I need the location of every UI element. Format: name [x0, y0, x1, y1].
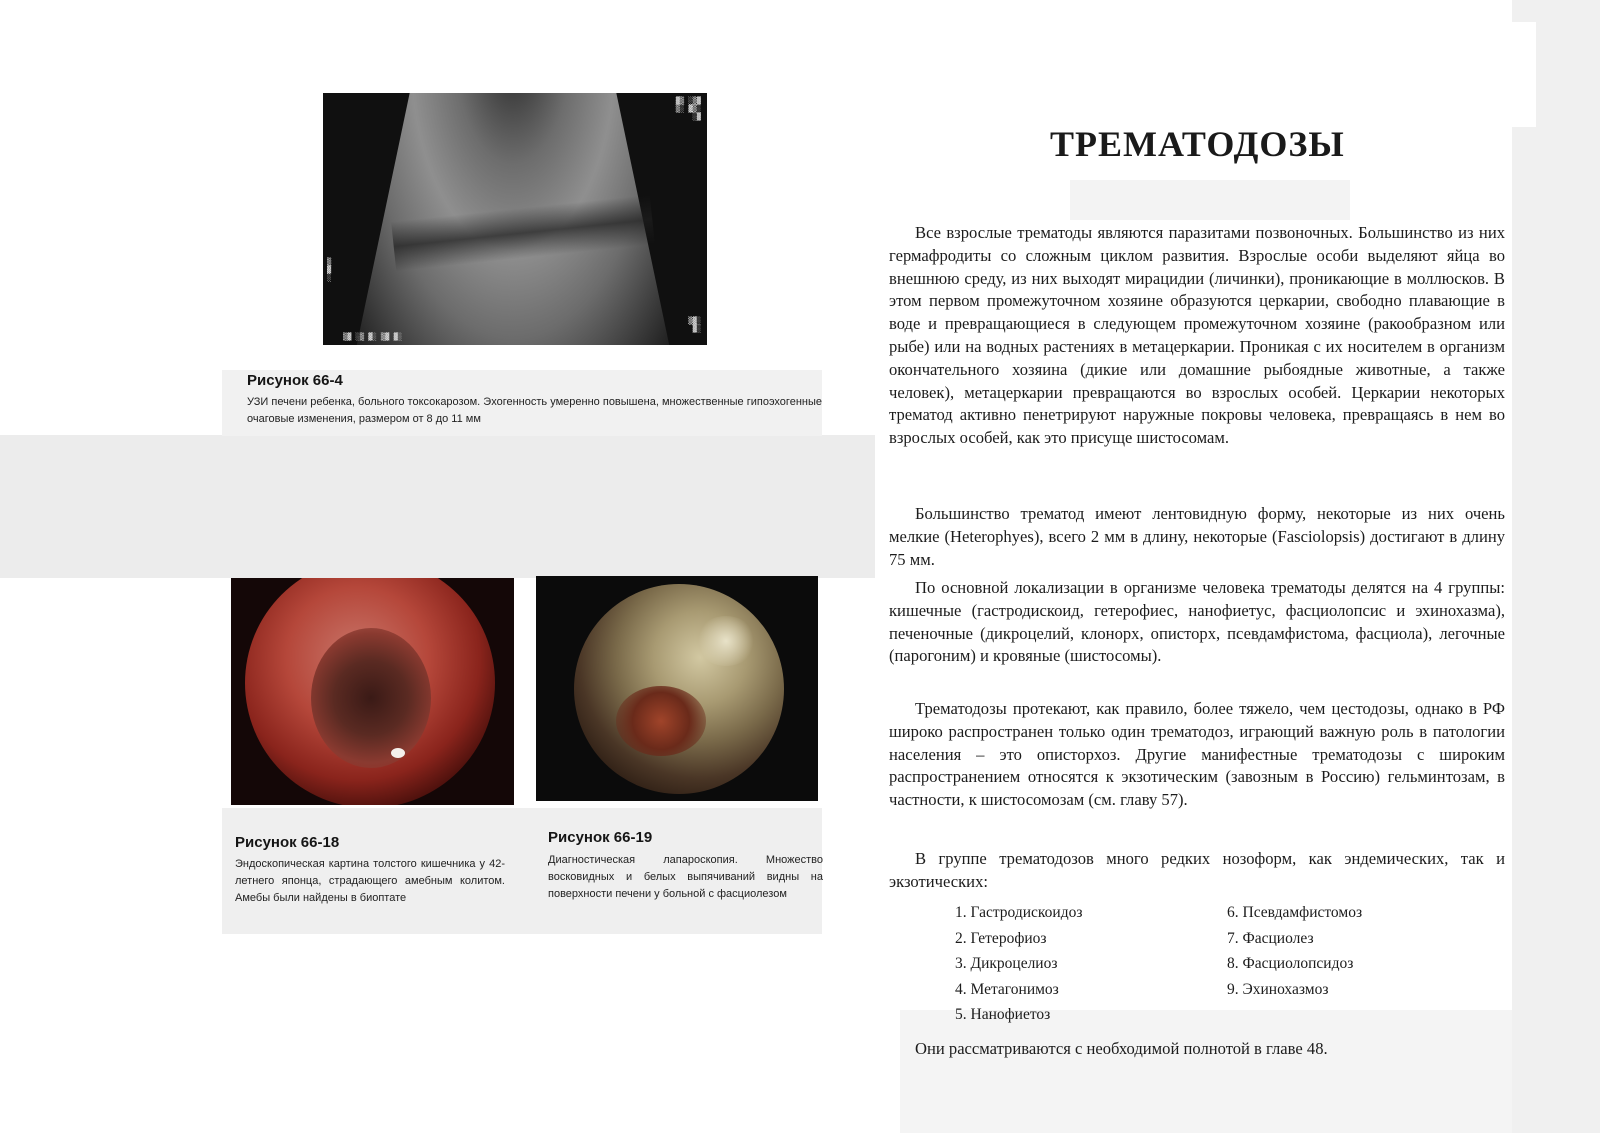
laparoscopy-image [536, 576, 818, 801]
scan-patch [1512, 22, 1536, 127]
paragraph-text: По основной локализации в организме человека трематоды делятся на 4 группы: кишечные (гастродискоид, гетерофиес, нанофиетус, фасциолопсис и эхинохазма), печеночные (дикроцелий, клонорх, описторх, псевдамфистома, фасциола), легочные (парогоним) и кровяные (шистосомы). [889, 578, 1505, 666]
page-heading: ТРЕМАТОДОЗЫ [1050, 124, 1345, 164]
ultrasound-overlay: ▓▒ ░▒▓ ▒░ ▓▒░ ░▓ [675, 97, 701, 121]
scan-patch [1512, 0, 1600, 1133]
laparoscopy-highlight [696, 616, 756, 666]
figure-caption: Диагностическая лапароскопия. Множество восковидных и белых выпячиваний видны на поверхности печени у больной с фасциолезом [548, 854, 823, 900]
figure-caption: Эндоскопическая картина толстого кишечника у 42-летнего японца, страдающего амебным колитом. Амебы были найдены в биоптате [235, 858, 505, 904]
list-item: 6. Псевдамфистомоз [1227, 904, 1363, 921]
list-item: 3. Дикроцелиоз [955, 955, 1058, 972]
figure-title: Рисунок 66-18 [235, 834, 340, 851]
list-item: 2. Гетерофиоз [955, 929, 1047, 947]
scan-patch [1070, 180, 1350, 220]
paragraph-text: Трематодозы протекают, как правило, более тяжело, чем цестодозы, однако в РФ широко распространен только один трематодоз, играющий важную роль в патологии населения – это описторхоз. Другие манифестные трематодозы с широким распространением относятся к экзотическим (завозным в Россию) гельминтозам, в частности, к шистосомозам (см. главу 57). [889, 699, 1505, 810]
paragraph [889, 698, 1505, 812]
ultrasound-overlay: ▒▓ ░▒ ▓░ ▒▓ ▓░ [343, 333, 403, 341]
endoscopy-image [231, 578, 514, 805]
paragraph [889, 503, 1505, 571]
endoscopy-lumen [311, 628, 431, 768]
list-item: 4. Метагонимоз [955, 980, 1059, 998]
figure-title: Рисунок 66-4 [247, 372, 343, 389]
paragraph-text: В группе трематодозов много редких нозоформ, как эндемических, так и экзотических: [889, 849, 1505, 891]
closing-sentence: Они рассматриваются с необходимой полнотой в главе 48. [915, 1039, 1328, 1058]
list-item: 5. Нанофиетоз [955, 1006, 1051, 1023]
ultrasound-overlay: ▒▓░ ▓░ [688, 317, 701, 333]
disease-list-left [955, 900, 1082, 1028]
list-item: 9. Эхинохазмоз [1227, 980, 1329, 998]
list-item: 8. Фасциолопсидоз [1227, 955, 1354, 972]
paragraph [889, 577, 1505, 668]
paragraph-text: Все взрослые трематоды являются паразитами позвоночных. Большинство из них гермафродиты со сложным циклом развития. Взрослые особи выделяют яйца во внешнюю среду, из них выходят мирацидии (личинки), проникающие в моллюсков. В этом первом промежуточном хозяине образуются церкарии, свободно плавающие в воде и превращающиеся в следующем промежуточном хозяине (ракообразном или рыбе) или на водных растениях в метацеркарии. Проникая с их носителем в организм окончательного хозяина (дикие или домашние рыбоядные животные, а также человек), метацеркарии превращаются во взрослых особей. Церкарии некоторых трематод активно пенетрируют наружные покровы человека, превращаясь в нем во взрослых особей, как это присуще шистосомам. [889, 223, 1505, 448]
figure-title: Рисунок 66-19 [548, 829, 653, 846]
paragraph [889, 848, 1505, 894]
laparoscopy-tissue [616, 686, 706, 756]
scan-patch [0, 435, 875, 578]
ultrasound-overlay: ▒ ▓ ░ [327, 258, 332, 282]
paragraph [889, 222, 1505, 450]
paragraph-text: Большинство трематод имеют лентовидную форму, некоторые из них очень мелкие (Heterophyes), всего 2 мм в длину, некоторые (Fasciolopsis) достигают в длину 75 мм. [889, 504, 1505, 569]
list-item: 1. Гастродискоидоз [955, 904, 1083, 921]
endoscopy-highlight [391, 748, 405, 758]
figure-caption: УЗИ печени ребенка, больного токсокарозом. Эхогенность умеренно повышена, множественные гипоэхогенные очаговые изменения, размером от 8 до 11 мм [247, 396, 822, 425]
scan-patch [900, 1010, 1512, 1133]
ultrasound-image [323, 93, 707, 345]
list-item: 7. Фасциолез [1227, 929, 1314, 947]
disease-list-right [1227, 900, 1362, 1002]
